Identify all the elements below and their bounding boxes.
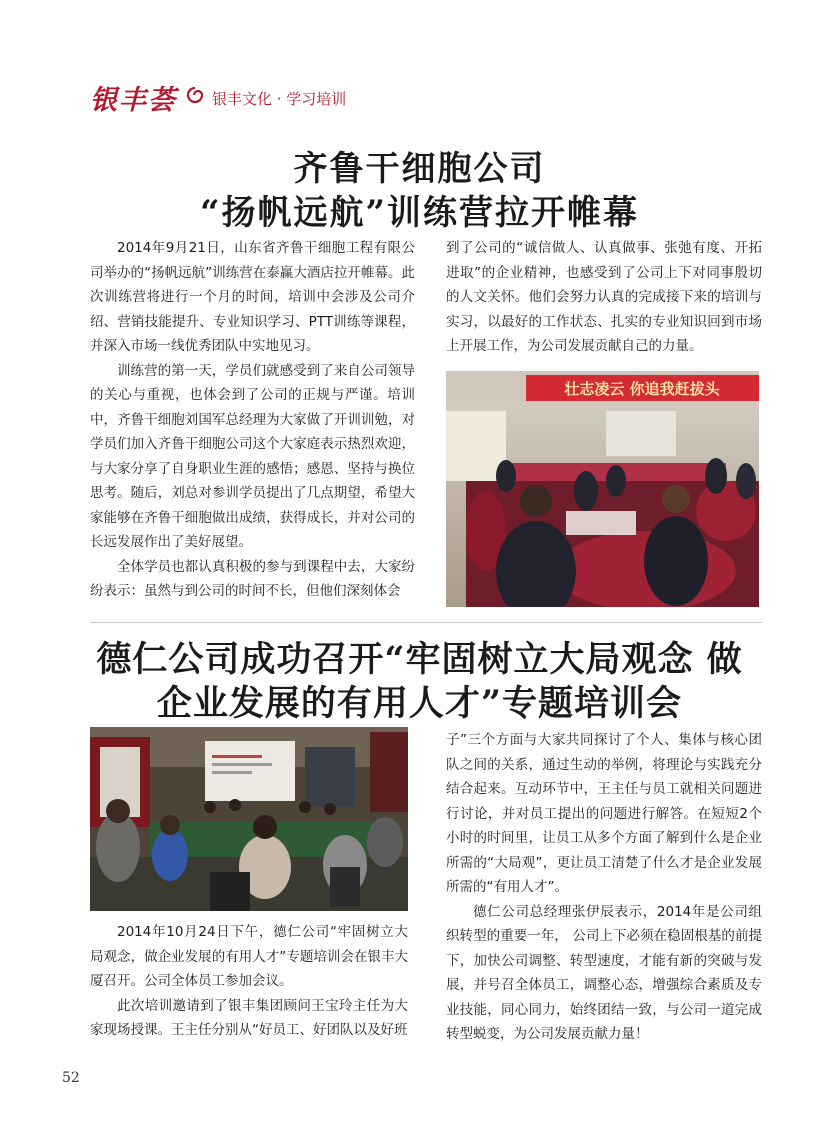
article1-column-right	[446, 236, 762, 359]
article2-column-right	[446, 728, 762, 1047]
article1-title-line2: “扬帆远航”训练营拉开帷幕	[199, 193, 640, 233]
article-divider	[90, 622, 762, 623]
paragraph: 此次培训邀请到了银丰集团顾问王宝玲主任为大家现场授课。王主任分别从“好员工、好团队以及好班	[90, 997, 408, 1038]
article2-title-line1: 德仁公司成功召开“牢固树立大局观念 做	[96, 639, 743, 680]
swirl-icon	[186, 86, 204, 104]
section-label: 银丰文化 · 学习培训	[212, 90, 347, 108]
paragraph: 到了公司的“诚信做人、认真做事、张弛有度、开拓进取”的企业精神，也感受到了公司上下对同事殷切的人文关怀。他们会努力认真的完成接下来的培训与实习，以最好的工作状态、扎实的专业知识回到市场上开展工作，为公司发展贡献自己的力量。	[446, 240, 762, 354]
brand-logo: 银丰荟	[90, 85, 177, 116]
training-camp-photo	[446, 371, 759, 607]
article2-title-line2: 企业发展的有用人才”专题培训会	[156, 683, 683, 724]
banner-text: 壮志凌云 你追我赶拔头	[564, 380, 720, 398]
paragraph: 德仁公司总经理张伊辰表示，2014年是公司组织转型的重要一年， 公司上下必须在稳固根基的前提下，加快公司调整、转型速度，才能有新的突破与发展，并号召全体员工，调整心态，增强综合素质及专业技能，同心同力，始终团结一致，与公司一道完成转型蜕变，为公司发展贡献力量！	[446, 903, 762, 1042]
page-number: 52	[62, 1070, 80, 1086]
article1-column-left	[90, 236, 415, 604]
meeting-photo	[90, 727, 408, 911]
paragraph: 训练营的第一天，学员们就感受到了来自公司领导的关心与重视，也体会到了公司的正规与严谨。培训中，齐鲁干细胞刘国军总经理为大家做了开训训勉，对学员们加入齐鲁干细胞公司这个大家庭表示热烈欢迎，与大家分享了自身职业生涯的感悟；感恩、坚持与换位思考。随后，刘总对参训学员提出了几点期望，希望大家能够在齐鲁干细胞做出成绩，获得成长，并对公司的长远发展作出了美好展望。	[90, 362, 415, 550]
paragraph: 2014年9月21日，山东省齐鲁干细胞工程有限公司举办的“扬帆远航”训练营在泰赢大酒店拉开帷幕。此次训练营将进行一个月的时间，培训中会涉及公司介绍、营销技能提升、专业知识学习、PTT训练等课程，并深入市场一线优秀团队中实地见习。	[90, 240, 415, 354]
paragraph: 全体学员也都认真积极的参与到课程中去，大家纷纷表示：虽然与到公司的时间不长，但他们深刻体会	[90, 558, 415, 599]
paragraph: 2014年10月24日下午，德仁公司“牢固树立大局观念，做企业发展的有用人才”专题培训会在银丰大厦召开。公司全体员工参加会议。	[90, 924, 408, 989]
article2-column-left	[90, 920, 408, 1043]
paragraph: 子”三个方面与大家共同探讨了个人、集体与核心团队之间的关系，通过生动的举例，将理论与实践充分结合起来。互动环节中，王主任与员工就相关问题进行讨论，并对员工提出的问题进行解答。在短短2个小时的时间里，让员工从多个方面了解到什么是企业所需的“大局观”，更让员工清楚了什么才是企业发展所需的“有用人才”。	[446, 732, 762, 895]
article1-title-line1: 齐鲁干细胞公司	[293, 149, 546, 189]
